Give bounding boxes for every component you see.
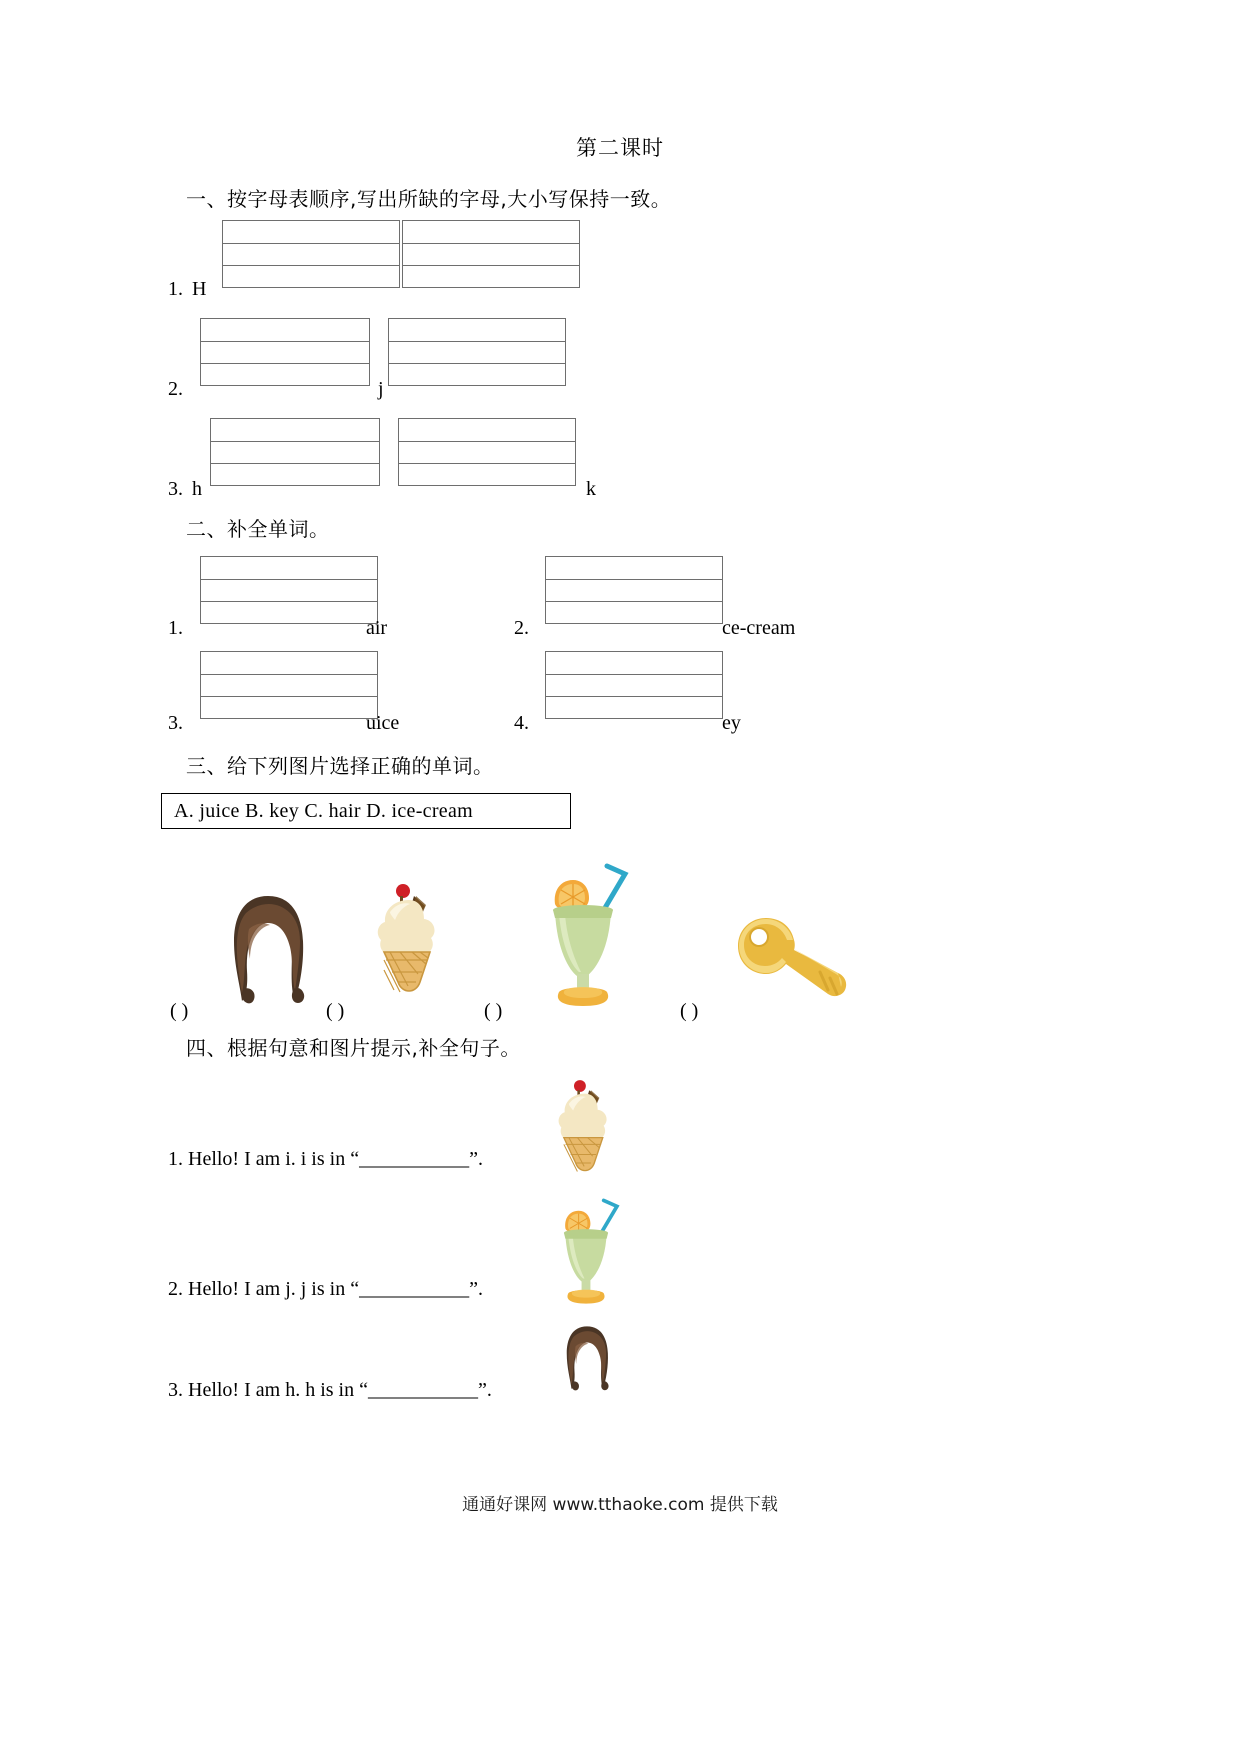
word-4-number: 4.	[514, 712, 529, 734]
letter-grid-box[interactable]	[200, 318, 370, 386]
word-3-number: 3.	[168, 712, 183, 734]
word-1-tail: air	[366, 617, 388, 639]
letter-grid-box[interactable]	[398, 418, 576, 486]
question-3-number: 3.	[168, 478, 183, 500]
word-1-number: 1.	[168, 617, 183, 639]
juice-icon	[529, 860, 637, 1012]
section-heading-2: 二、补全单词。	[186, 517, 330, 541]
word-bank-box: A. juice B. key C. hair D. ice-cream	[161, 793, 571, 829]
question-2-middle-letter: j	[378, 378, 384, 400]
question-3-suffix-letter: k	[586, 478, 596, 500]
question-2-number: 2.	[168, 378, 183, 400]
letter-grid-box[interactable]	[402, 220, 580, 288]
section-heading-1: 一、按字母表顺序,写出所缺的字母,大小写保持一致。	[186, 187, 672, 211]
word-grid-box[interactable]	[200, 556, 378, 624]
letter-grid-box[interactable]	[222, 220, 400, 288]
answer-slot-3[interactable]: ( )	[484, 1000, 503, 1022]
word-2-tail: ce-cream	[722, 617, 796, 639]
word-grid-box[interactable]	[545, 651, 723, 719]
ice-cream-icon	[370, 882, 448, 1004]
hair-icon	[556, 1322, 618, 1394]
letter-grid-box[interactable]	[210, 418, 380, 486]
page-title: 第二课时	[576, 136, 664, 160]
letter-grid-box[interactable]	[388, 318, 566, 386]
fill-sentence-2[interactable]: 2. Hello! I am j. j is in “___________”.	[168, 1278, 483, 1300]
word-4-tail: ey	[722, 712, 741, 734]
question-1-number: 1.	[168, 278, 183, 300]
question-3-prefix-letter: h	[192, 478, 202, 500]
section-heading-4: 四、根据句意和图片提示,补全句子。	[186, 1036, 521, 1060]
fill-sentence-3[interactable]: 3. Hello! I am h. h is in “___________”.	[168, 1379, 492, 1401]
word-3-tail: uice	[366, 712, 400, 734]
answer-slot-2[interactable]: ( )	[326, 1000, 345, 1022]
question-1-prefix-letter: H	[192, 278, 207, 300]
word-grid-box[interactable]	[545, 556, 723, 624]
juice-icon	[546, 1196, 626, 1308]
ice-cream-icon	[552, 1078, 618, 1182]
word-grid-box[interactable]	[200, 651, 378, 719]
key-icon	[732, 912, 850, 1004]
fill-sentence-1[interactable]: 1. Hello! I am i. i is in “___________”.	[168, 1148, 483, 1170]
hair-icon	[216, 893, 320, 1005]
word-2-number: 2.	[514, 617, 529, 639]
answer-slot-4[interactable]: ( )	[680, 1000, 699, 1022]
answer-slot-1[interactable]: ( )	[170, 1000, 189, 1022]
section-heading-3: 三、给下列图片选择正确的单词。	[186, 754, 494, 778]
footer-watermark: 通通好课网 www.tthaoke.com 提供下载	[462, 1495, 778, 1515]
